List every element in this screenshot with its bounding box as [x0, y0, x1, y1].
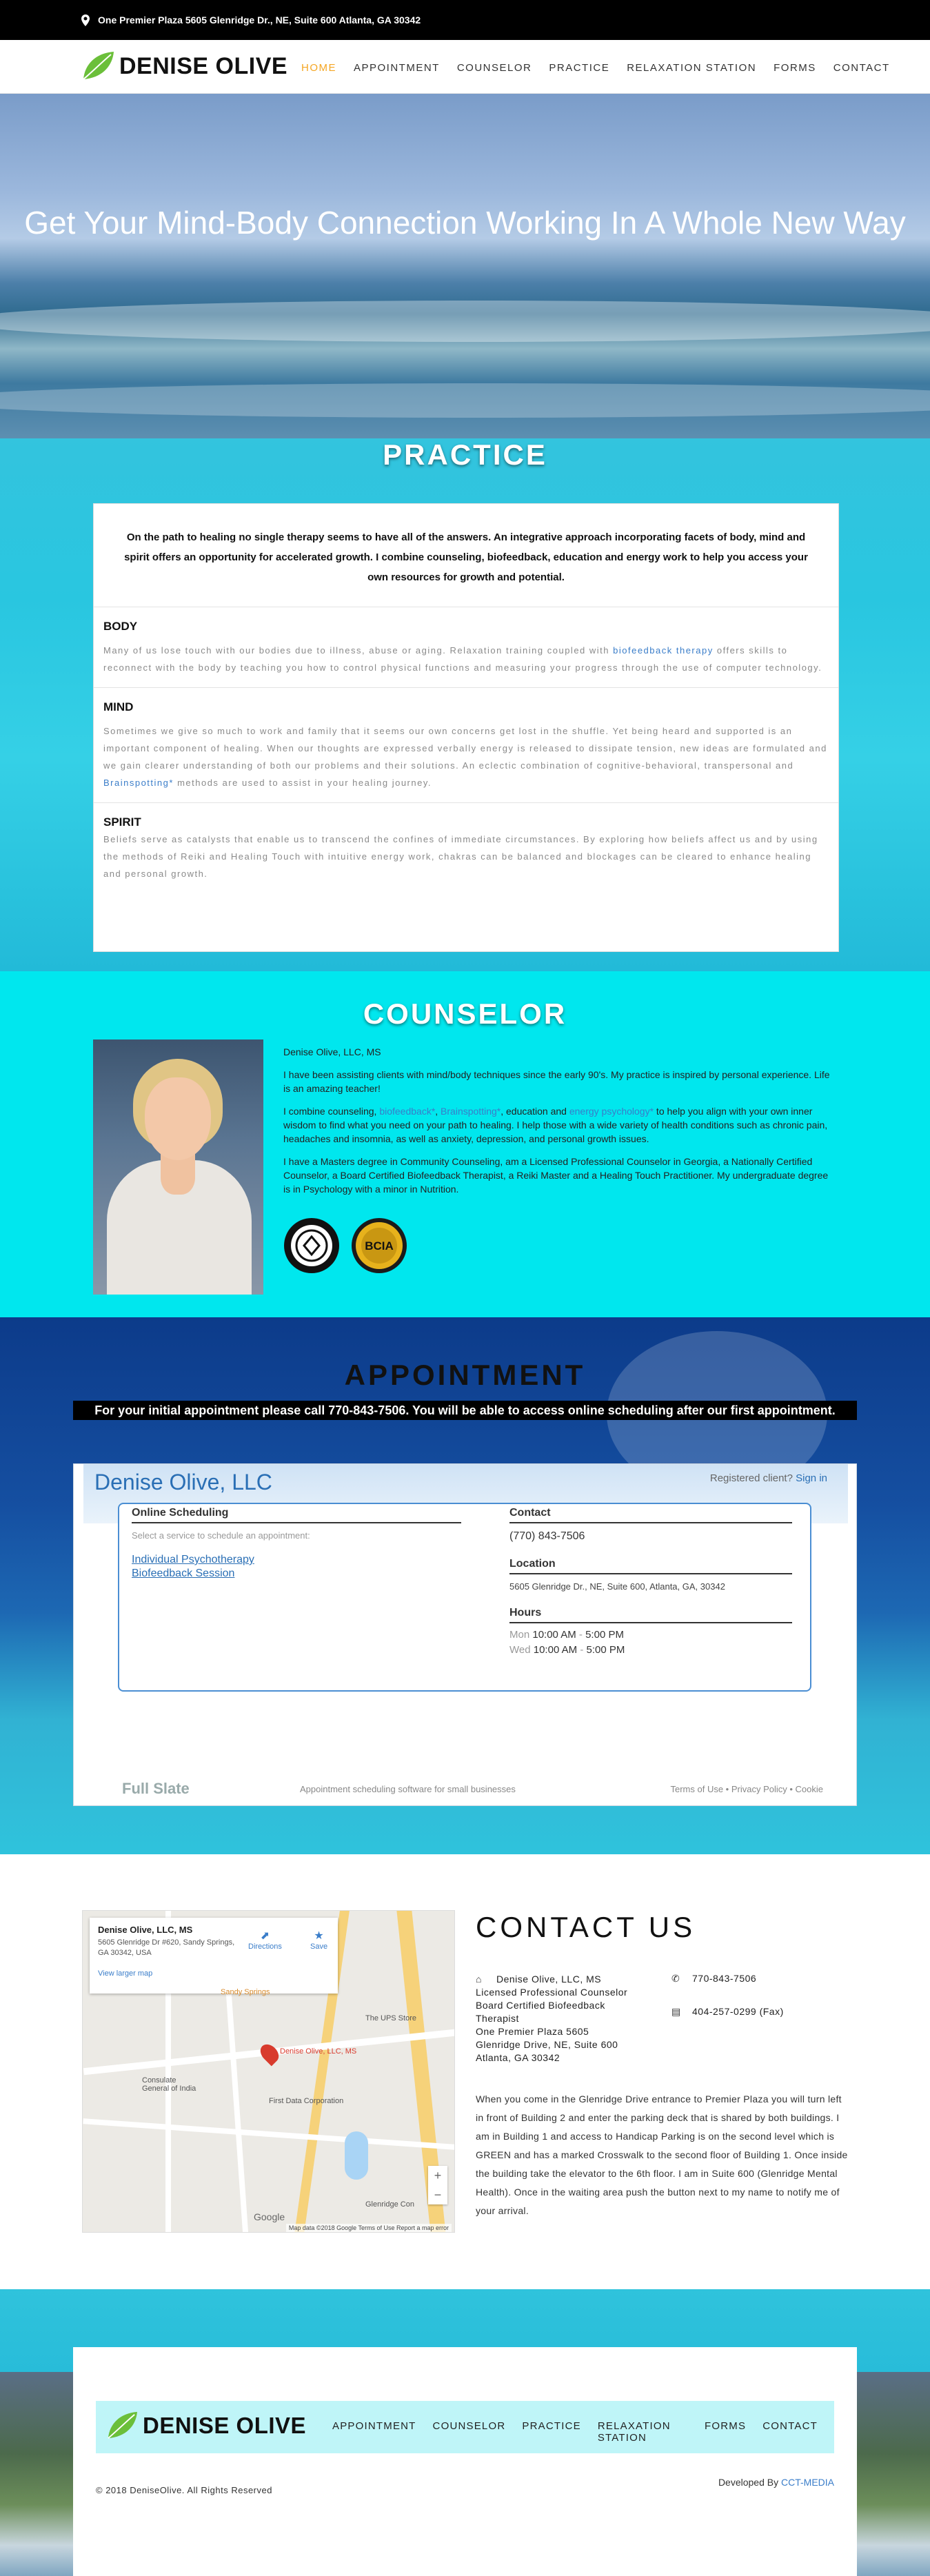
- map-card-title: Denise Olive, LLC, MS: [98, 1925, 193, 1935]
- footer-logo[interactable]: [105, 2411, 306, 2441]
- bcia-badge-icon: [351, 1217, 407, 1274]
- biofeedback-link[interactable]: biofeedback*: [379, 1106, 436, 1117]
- credential-badges: [283, 1217, 418, 1274]
- bcia-badge-text: BCIA: [365, 1239, 394, 1252]
- leaf-logo-icon: [81, 50, 115, 82]
- footer-nav-contact[interactable]: CONTACT: [762, 2420, 818, 2432]
- biofeedback-therapy-link[interactable]: biofeedback therapy: [613, 645, 714, 656]
- nav-forms[interactable]: FORMS: [774, 61, 816, 74]
- nav-practice[interactable]: PRACTICE: [549, 61, 610, 74]
- fullslate-tagline[interactable]: Appointment scheduling software for small businesses: [300, 1784, 516, 1794]
- contact-phone[interactable]: ✆ 770-843-7506: [671, 1973, 757, 1984]
- star-icon: ★: [314, 1930, 324, 1942]
- widget-footer-links[interactable]: Terms of Use • Privacy Policy • Cookie: [670, 1784, 823, 1794]
- brainspotting-link[interactable]: Brainspotting*: [103, 778, 174, 788]
- counselor-photo: [93, 1039, 263, 1295]
- copyright: © 2018 DeniseOlive. All Rights Reserved: [96, 2485, 272, 2495]
- mind-heading: MIND: [103, 700, 134, 713]
- online-scheduling-heading: Online Scheduling: [132, 1507, 461, 1523]
- map-label: Sandy Springs: [221, 1988, 270, 1996]
- save-button[interactable]: ★ Save: [310, 1930, 328, 1951]
- map-pin-icon[interactable]: [257, 2041, 283, 2067]
- developer-credit: Developed By CCT-MEDIA: [718, 2477, 834, 2488]
- service-individual-psychotherapy[interactable]: Individual Psychotherapy: [132, 1554, 254, 1565]
- embedded-map[interactable]: [82, 1910, 455, 2233]
- footer-nav-practice[interactable]: PRACTICE: [522, 2420, 581, 2432]
- nav-appointment[interactable]: APPOINTMENT: [354, 61, 440, 74]
- map-footer[interactable]: Map data ©2018 Google Terms of Use Report a map error: [286, 2224, 452, 2232]
- spirit-block: [94, 803, 838, 893]
- footer-nav: [332, 2420, 834, 2444]
- online-scheduling-column: [132, 1507, 461, 1581]
- map-card-address: 5605 Glenridge Dr #620, Sandy Springs, GA 30342, USA: [98, 1938, 235, 1957]
- appointment-banner: For your initial appointment please call 770-843-7506. You will be able to access online scheduling after our first appointment.: [73, 1401, 857, 1420]
- widget-footer: [74, 1776, 856, 1803]
- hours-heading: Hours: [509, 1607, 792, 1623]
- site-logo[interactable]: [81, 48, 287, 84]
- hours-row: Mon 10:00 AM - 5:00 PM: [509, 1629, 624, 1641]
- nav-contact[interactable]: CONTACT: [833, 61, 890, 74]
- top-bar-address: One Premier Plaza 5605 Glenridge Dr., NE, Suite 600 Atlanta, GA 30342: [98, 14, 421, 26]
- nav-counselor[interactable]: COUNSELOR: [456, 61, 532, 74]
- contact-section: [0, 1854, 930, 2289]
- footer-logo-text: DENISE OLIVE: [143, 2413, 307, 2438]
- widget-registered: Registered client? Sign in: [709, 1472, 827, 1484]
- directions-button[interactable]: ⬈ Directions: [248, 1930, 282, 1951]
- mind-block: [94, 688, 838, 803]
- hero-wave: [0, 301, 930, 342]
- home-icon: ⌂: [476, 1974, 482, 1985]
- widget-business-name: Denise Olive, LLC: [94, 1470, 272, 1494]
- contact-heading: Contact: [509, 1507, 792, 1523]
- map-label: Glenridge Con: [365, 2200, 414, 2209]
- footer-card: [73, 2347, 857, 2576]
- service-hint: Select a service to schedule an appointment:: [132, 1530, 310, 1541]
- map-label: Consulate General of India: [142, 2076, 196, 2093]
- footer-nav-relaxation-station[interactable]: RELAXATION STATION: [597, 2420, 671, 2444]
- main-nav: [301, 54, 907, 81]
- hero-wave: [0, 383, 930, 418]
- directions-icon: ⬈: [260, 1930, 270, 1942]
- map-pin-icon: [81, 14, 90, 26]
- spirit-heading: SPIRIT: [103, 815, 141, 829]
- sign-in-link[interactable]: Sign in: [796, 1472, 827, 1484]
- phone-icon: ✆: [671, 1973, 680, 1984]
- developer-link[interactable]: CCT-MEDIA: [781, 2477, 834, 2488]
- widget-panel: [118, 1503, 811, 1692]
- counselor-title: COUNSELOR: [363, 997, 567, 1030]
- map-info-card: [90, 1918, 338, 1994]
- nav-relaxation-station[interactable]: RELAXATION STATION: [627, 61, 757, 74]
- appointment-title: APPOINTMENT: [344, 1359, 586, 1391]
- footer-nav-forms[interactable]: FORMS: [705, 2420, 747, 2432]
- site-header: [0, 40, 930, 94]
- widget-phone: (770) 843-7506: [509, 1530, 585, 1542]
- hero-banner: [0, 94, 930, 438]
- practice-card: [93, 503, 839, 952]
- hours-row: Wed 10:00 AM - 5:00 PM: [509, 1644, 625, 1656]
- counselor-name: Denise Olive, LLC, MS: [283, 1046, 381, 1057]
- fullslate-logo[interactable]: Full Slate: [122, 1780, 190, 1797]
- hero-headline: Get Your Mind-Body Connection Working In A Whole New Way: [24, 205, 906, 241]
- google-logo: Google: [254, 2211, 285, 2222]
- healing-touch-badge-icon: [283, 1217, 340, 1274]
- counselor-bio: [283, 1045, 835, 1205]
- widget-location: 5605 Glenridge Dr., NE, Suite 600, Atlanta, GA, 30342: [509, 1581, 725, 1592]
- contact-title: CONTACT US: [476, 1911, 696, 1943]
- spirit-text: Beliefs serve as catalysts that enable us to transcend the confines of immediate circumstances. By exploring how beliefs affect us and by using the methods of Reiki and Healing Touch with intuitive energy work, chakras can be balanced and blockages can be cleared to enhance healing and personal growth.: [103, 834, 818, 879]
- top-bar: [0, 0, 930, 40]
- counselor-section: [0, 971, 930, 1317]
- mind-text: Sometimes we give so much to work and family that it seems our own concerns get lost in the shuffle. Yet being heard and supported is an important component of healing. When our thoughts are expressed verbally energy is released to dissipate tension, new ideas are formulated and we gain clearer understanding of both our problems and their solutions. An eclectic combination of cognitive-behavioral, transpersonal and Brainspotting* methods are used to assist in your healing journey.: [103, 726, 827, 788]
- energy-psychology-link[interactable]: energy psychology*: [569, 1106, 654, 1117]
- counselor-paragraph: I combine counseling, biofeedback*, Brainspotting*, education and energy psychology* to help you align with your own inner wisdom to find what you need on your path to healing. I help those with a wide variety of health conditions such as chronic pain, headaches and insomnia, as well as anxiety, depression, and personal growth issues.: [283, 1106, 828, 1144]
- map-pin-label: Denise Olive, LLC, MS: [280, 2047, 357, 2056]
- footer-bar: [96, 2401, 834, 2453]
- counselor-paragraph: I have a Masters degree in Community Counseling, am a Licensed Professional Counselor in Georgia, a Nationally Certified Counselor, a Board Certified Biofeedback Therapist, a Reiki Master and a Healing Touch Practitioner. My undergraduate degree is in Psychology with a minor in Nutrition.: [283, 1156, 829, 1195]
- practice-section: [0, 438, 930, 971]
- contact-address: ⌂ Denise Olive, LLC, MS Licensed Professional Counselor Board Certified Biofeedback Therapist One Premier Plaza 5605 Glenridge Drive, NE, Suite 600 Atlanta, GA 30342: [476, 1974, 628, 2063]
- contact-fax: ▤ 404-257-0299 (Fax): [671, 2006, 784, 2017]
- footer-nav-counselor[interactable]: COUNSELOR: [432, 2420, 506, 2432]
- logo-text: DENISE OLIVE: [119, 52, 288, 79]
- map-zoom-controls[interactable]: + −: [428, 2166, 447, 2204]
- fax-icon: ▤: [671, 2006, 681, 2017]
- leaf-logo-icon: [105, 2411, 139, 2441]
- practice-intro: On the path to healing no single therapy seems to have all of the answers. An integrative approach incorporating facets of body, mind and spirit offers an opportunity for accelerated growth. I combine counseling, biofeedback, education and energy work to help you access your own resources for growth and potential.: [94, 504, 838, 607]
- scheduling-widget: [73, 1463, 857, 1806]
- footer-nav-appointment[interactable]: APPOINTMENT: [332, 2420, 416, 2432]
- service-biofeedback-session[interactable]: Biofeedback Session: [132, 1568, 235, 1579]
- body-text: Many of us lose touch with our bodies due to illness, abuse or aging. Relaxation training coupled with biofeedback therapy offers skills to reconnect with the body by teaching you how to control physical functions and measuring your progress through the use of computer technology.: [103, 645, 822, 673]
- nav-home[interactable]: HOME: [301, 61, 336, 74]
- appointment-section: [0, 1317, 930, 1854]
- contact-column: [509, 1507, 792, 1673]
- body-heading: BODY: [103, 620, 138, 633]
- location-heading: Location: [509, 1558, 792, 1574]
- map-label: First Data Corporation: [269, 2097, 344, 2105]
- body-block: [94, 607, 838, 688]
- brainspotting-link[interactable]: Brainspotting*: [441, 1106, 501, 1117]
- counselor-paragraph: I have been assisting clients with mind/body techniques since the early 90's. My practice is inspired by personal experience. Life is an amazing teacher!: [283, 1069, 830, 1094]
- practice-title: PRACTICE: [383, 438, 547, 471]
- directions-text: When you come in the Glenridge Drive entrance to Premier Plaza you will turn left in front of Building 2 and enter the parking deck that is shared by both buildings. I am in Building 1 and access to Handicap Parking is on the second level which is GREEN and has a marked Crosswalk to the second floor of Building 1. Once inside the building take the elevator to the 6th floor. I am in Suite 600 (Glenridge Mental Health). Once in the waiting area push the button next to my name to notify me of your arrival.: [476, 2093, 848, 2216]
- map-label: The UPS Store: [365, 2014, 416, 2022]
- view-larger-map-link[interactable]: View larger map: [98, 1969, 153, 1978]
